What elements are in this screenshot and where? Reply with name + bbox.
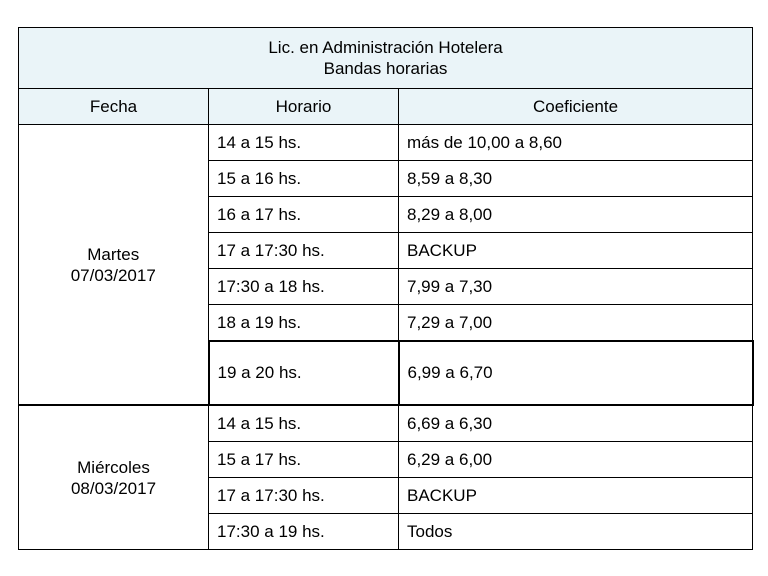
column-header-horario: Horario [209,89,399,125]
coeficiente-cell: 6,69 a 6,30 [399,405,753,442]
column-header-coeficiente: Coeficiente [399,89,753,125]
coeficiente-cell: 6,99 a 6,70 [399,341,753,405]
title-row [19,28,753,89]
coeficiente-cell: 6,29 a 6,00 [399,442,753,478]
date-cell-miercoles [19,405,209,550]
date-cell-date: 08/03/2017 [70,478,157,498]
table-row [19,405,753,442]
column-header-fecha: Fecha [19,89,209,125]
horario-cell: 15 a 16 hs. [209,161,399,197]
column-header-row [19,89,753,125]
date-cell-day: Martes [87,244,140,264]
table-row [19,125,753,161]
schedule-table [18,27,754,550]
title-line-1: Lic. en Administración Hotelera [268,38,503,57]
horario-cell: 19 a 20 hs. [209,341,399,405]
horario-cell: 17:30 a 19 hs. [209,514,399,550]
coeficiente-cell: BACKUP [399,233,753,269]
horario-cell: 17 a 17:30 hs. [209,478,399,514]
coeficiente-cell: 7,99 a 7,30 [399,269,753,305]
table-title [19,28,753,89]
date-cell-day: Miércoles [77,457,150,477]
coeficiente-cell: BACKUP [399,478,753,514]
horario-cell: 14 a 15 hs. [209,405,399,442]
horario-cell: 15 a 17 hs. [209,442,399,478]
coeficiente-cell: 7,29 a 7,00 [399,305,753,342]
title-line-2: Bandas horarias [323,59,448,78]
coeficiente-cell: más de 10,00 a 8,60 [399,125,753,161]
coeficiente-cell: 8,29 a 8,00 [399,197,753,233]
horario-cell: 14 a 15 hs. [209,125,399,161]
coeficiente-cell: Todos [399,514,753,550]
horario-cell: 18 a 19 hs. [209,305,399,342]
horario-cell: 17:30 a 18 hs. [209,269,399,305]
coeficiente-cell: 8,59 a 8,30 [399,161,753,197]
horario-cell: 17 a 17:30 hs. [209,233,399,269]
horario-cell: 16 a 17 hs. [209,197,399,233]
date-cell-date: 07/03/2017 [70,265,156,285]
date-cell-martes [19,125,209,406]
